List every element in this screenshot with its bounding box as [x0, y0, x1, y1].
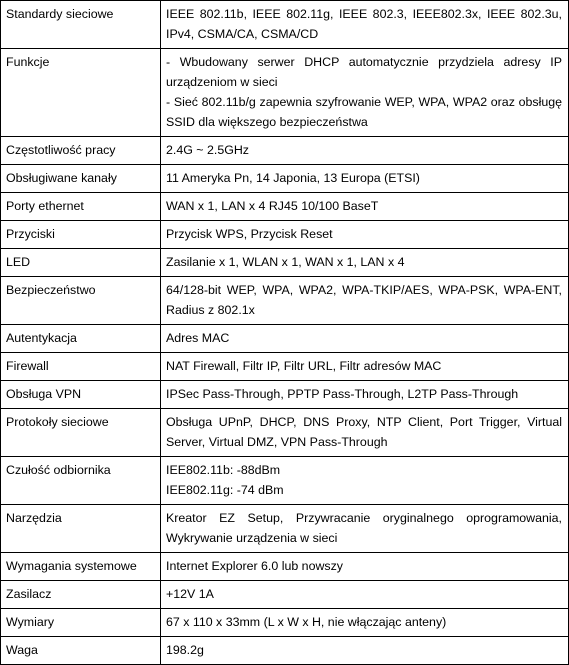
spec-row-zasilacz [1, 581, 569, 609]
spec-label: Standardy sieciowe [1, 1, 161, 49]
spec-value-line: WAN x 1, LAN x 4 RJ45 10/100 BaseT [166, 199, 379, 213]
spec-value [161, 409, 569, 457]
spec-value [161, 165, 569, 193]
spec-row-wymiary [1, 609, 569, 637]
spec-value-line: IEE802.11b: -88dBm [166, 463, 281, 477]
spec-row-led [1, 249, 569, 277]
spec-value [161, 325, 569, 353]
spec-value-line: - Wbudowany serwer DHCP automatycznie przydziela adresy IP urządzeniom w sieci [166, 55, 562, 89]
spec-value-line: +12V 1A [166, 587, 214, 601]
spec-value [161, 1, 569, 49]
spec-row-wymagania [1, 553, 569, 581]
spec-value-line: Zasilanie x 1, WLAN x 1, WAN x 1, LAN x 4 [166, 255, 405, 269]
spec-row-przyciski [1, 221, 569, 249]
spec-row-firewall [1, 353, 569, 381]
spec-label: Waga [1, 637, 161, 665]
spec-row-kanaly [1, 165, 569, 193]
spec-label: Obsługiwane kanały [1, 165, 161, 193]
spec-label: Czułość odbiornika [1, 457, 161, 505]
spec-value [161, 249, 569, 277]
spec-value [161, 221, 569, 249]
spec-value [161, 353, 569, 381]
spec-value [161, 505, 569, 553]
spec-row-porty [1, 193, 569, 221]
spec-label: LED [1, 249, 161, 277]
spec-row-waga [1, 637, 569, 665]
spec-value-line: Kreator EZ Setup, Przywracanie oryginalnego oprogramowania, Wykrywanie urządzenia w sieci [166, 511, 562, 545]
spec-value [161, 193, 569, 221]
spec-value-line: IEEE 802.11b, IEEE 802.11g, IEEE 802.3, IEEE802.3x, IEEE 802.3u, IPv4, CSMA/CA, CSMA/CD [166, 7, 562, 41]
spec-value-line: IPSec Pass-Through, PPTP Pass-Through, L2TP Pass-Through [166, 387, 519, 401]
spec-row-czestotliwosc [1, 137, 569, 165]
spec-value-line: IEE802.11g: -74 dBm [166, 483, 284, 497]
spec-value [161, 553, 569, 581]
spec-value [161, 609, 569, 637]
spec-row-protokoly [1, 409, 569, 457]
spec-value-line: Przycisk WPS, Przycisk Reset [166, 227, 333, 241]
spec-value [161, 49, 569, 137]
spec-value-line: Internet Explorer 6.0 lub nowszy [166, 559, 344, 573]
spec-label: Porty ethernet [1, 193, 161, 221]
spec-row-narzedzia [1, 505, 569, 553]
spec-value [161, 637, 569, 665]
spec-value-line: 64/128-bit WEP, WPA, WPA2, WPA-TKIP/AES, WPA-PSK, WPA-ENT, Radius z 802.1x [166, 283, 562, 317]
spec-value-line: 67 x 110 x 33mm (L x W x H, nie włączając anteny) [166, 615, 447, 629]
spec-row-funkcje [1, 49, 569, 137]
spec-value [161, 277, 569, 325]
spec-value-line: Obsługa UPnP, DHCP, DNS Proxy, NTP Client, Port Trigger, Virtual Server, Virtual DMZ, VPN Pass-Through [166, 415, 562, 449]
spec-row-vpn [1, 381, 569, 409]
spec-value-line: 11 Ameryka Pn, 14 Japonia, 13 Europa (ETSI) [166, 171, 420, 185]
spec-label: Autentykacja [1, 325, 161, 353]
spec-label: Protokoły sieciowe [1, 409, 161, 457]
spec-label: Narzędzia [1, 505, 161, 553]
spec-row-bezpieczenstwo [1, 277, 569, 325]
spec-value [161, 581, 569, 609]
spec-label: Przyciski [1, 221, 161, 249]
spec-value-line: NAT Firewall, Filtr IP, Filtr URL, Filtr adresów MAC [166, 359, 442, 373]
spec-value-line: Adres MAC [166, 331, 230, 345]
spec-value-line: 2.4G ~ 2.5GHz [166, 143, 249, 157]
spec-label: Obsługa VPN [1, 381, 161, 409]
spec-value [161, 137, 569, 165]
spec-value [161, 457, 569, 505]
spec-value-line: 198.2g [166, 643, 204, 657]
spec-label: Funkcje [1, 49, 161, 137]
spec-label: Wymagania systemowe [1, 553, 161, 581]
spec-value [161, 381, 569, 409]
spec-row-czulosc [1, 457, 569, 505]
spec-label: Firewall [1, 353, 161, 381]
spec-row-autentykacja [1, 325, 569, 353]
spec-row-standardy [1, 1, 569, 49]
spec-label: Częstotliwość pracy [1, 137, 161, 165]
spec-value-line: - Sieć 802.11b/g zapewnia szyfrowanie WEP, WPA, WPA2 oraz obsługę SSID dla większego bezpieczeństwa [166, 95, 562, 129]
spec-label: Bezpieczeństwo [1, 277, 161, 325]
spec-label: Zasilacz [1, 581, 161, 609]
spec-label: Wymiary [1, 609, 161, 637]
